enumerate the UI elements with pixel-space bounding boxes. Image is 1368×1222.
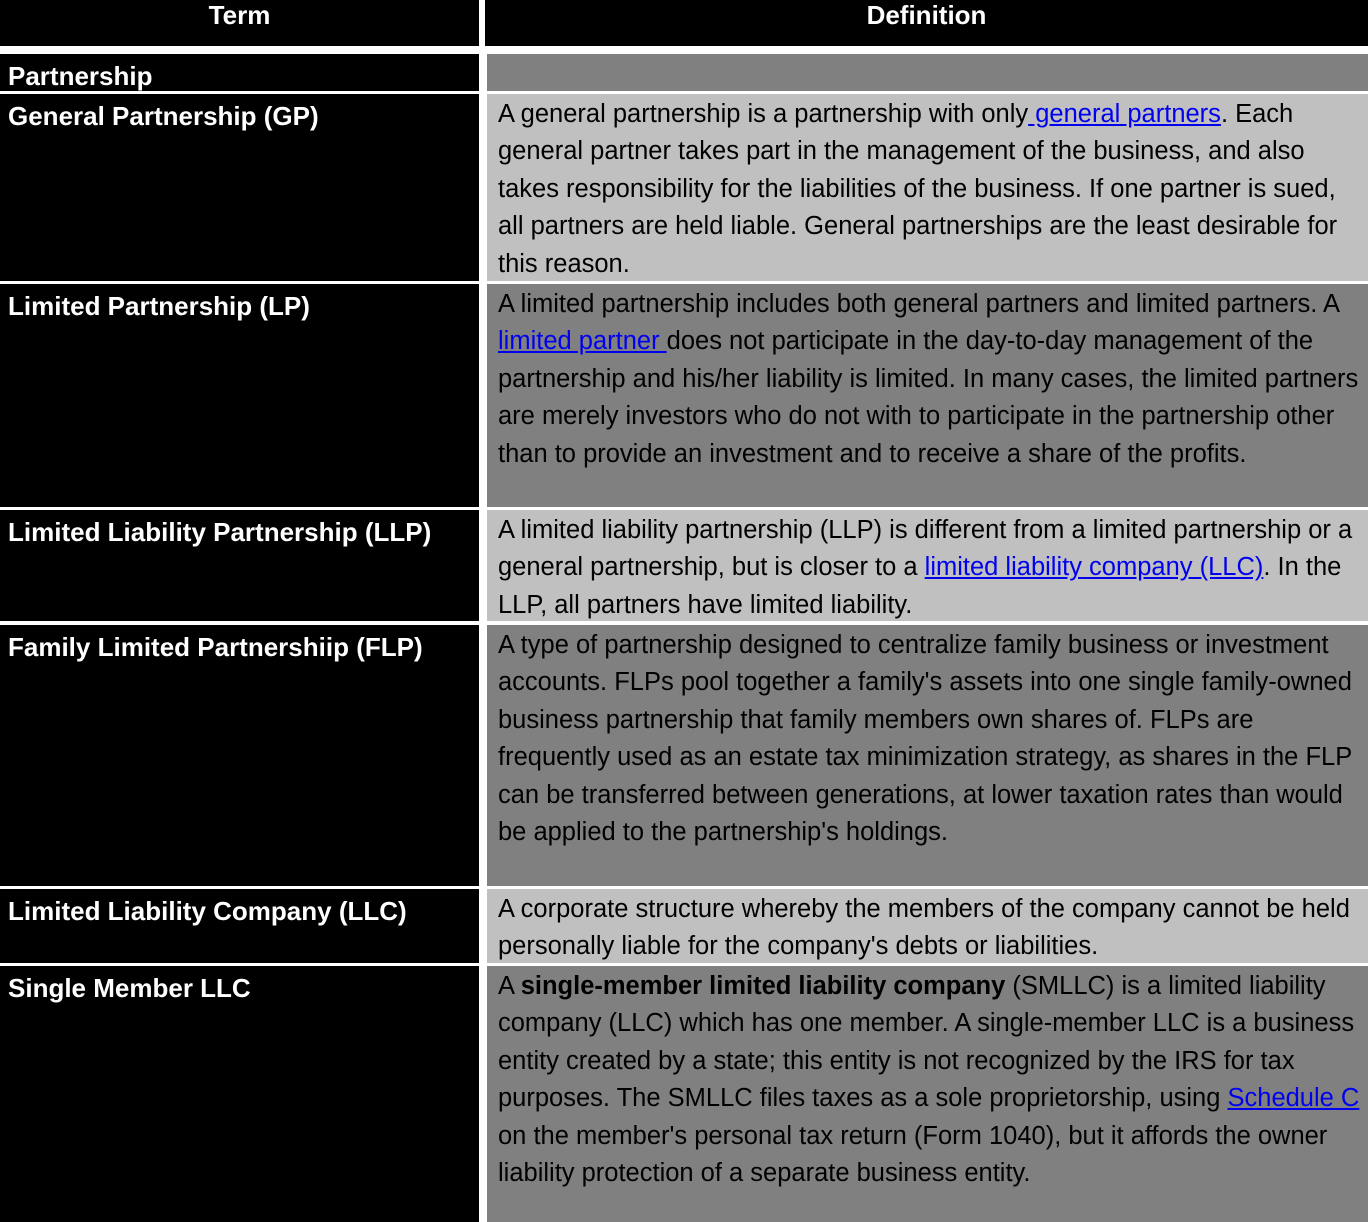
definition-cell — [487, 625, 1368, 886]
definition-text: A limited liability partnership (LLP) is different from a limited partnership or a general partnership, but is closer to a — [498, 516, 1353, 582]
schedule-c-link[interactable]: Schedule C — [1227, 1084, 1360, 1113]
table-header — [0, 0, 1368, 46]
definition-bold-text: single-member limited liability company — [520, 972, 1006, 1000]
definition-cell — [487, 889, 1368, 963]
llc-link[interactable]: limited liability company (LLC) — [924, 553, 1264, 582]
definition-cell — [487, 94, 1368, 281]
definition-text: A type of partnership designed to centralize family business or investment accounts. FLPs pool together a family's assets into one single family-owned business partnership that family members own shares of. FLPs are frequently used as an estate tax minimization strategy, as shares in the FLP can be transferred between generations, at lower taxation rates than would be applied to the partnership's holdings. — [498, 631, 1352, 847]
definition-cell — [487, 510, 1368, 621]
term-cell: General Partnership (GP) — [0, 94, 479, 281]
term-cell: Family Limited Partnershiip (FLP) — [0, 625, 479, 886]
definition-text: on the member's personal tax return (Form 1040), but it affords the owner liability protection of a separate business entity. — [498, 1121, 1328, 1188]
table-row — [0, 625, 1368, 886]
definition-text: does not participate in the day-to-day management of the partnership and his/her liability is limited. In many cases, the limited partners are merely investors who do not with to participate in the partnership other than to provide an investment and to receive a share of the profits. — [498, 327, 1359, 468]
general-partners-link[interactable]: general partners — [1028, 100, 1221, 128]
table-row — [0, 94, 1368, 281]
table-row — [0, 510, 1368, 621]
definition-text: A limited partnership includes both general partners and limited partners. A — [498, 290, 1339, 318]
definition-cell — [487, 284, 1368, 507]
header-definition: Definition — [485, 0, 1368, 46]
term-cell: Limited Liability Partnership (LLP) — [0, 510, 479, 621]
limited-partner-link[interactable]: limited partner — [498, 327, 667, 356]
definition-text: A — [498, 972, 521, 1000]
definition-text: . In the LLP, all partners have limited liability. — [498, 553, 1342, 619]
term-cell: Limited Liability Company (LLC) — [0, 889, 479, 963]
table-row — [0, 284, 1368, 507]
table-row — [0, 889, 1368, 963]
definition-text: A corporate structure whereby the members of the company cannot be held personally liable for the company's debts or liabilities. — [498, 895, 1350, 961]
header-term: Term — [0, 0, 479, 46]
definition-text: . Each general partner takes part in the management of the business, and also takes responsibility for the liabilities of the business. If one partner is sued, all partners are held liable. General partnerships are the least desirable for this reason. — [498, 100, 1338, 278]
definition-text: A general partnership is a partnership with only — [498, 100, 1029, 128]
definition-cell — [487, 966, 1368, 1222]
term-cell: Partnership — [0, 54, 479, 91]
term-cell: Single Member LLC — [0, 966, 479, 1222]
definition-cell — [487, 54, 1368, 91]
term-cell: Limited Partnership (LP) — [0, 284, 479, 507]
table-row — [0, 966, 1368, 1222]
definition-text: (SMLLC) is a limited liability company (LLC) which has one member. A single-member LLC is a business entity created by a state; this entity is not recognized by the IRS for tax purposes. The SMLLC files taxes as a sole proprietorship, using — [498, 972, 1355, 1113]
table-row — [0, 54, 1368, 91]
